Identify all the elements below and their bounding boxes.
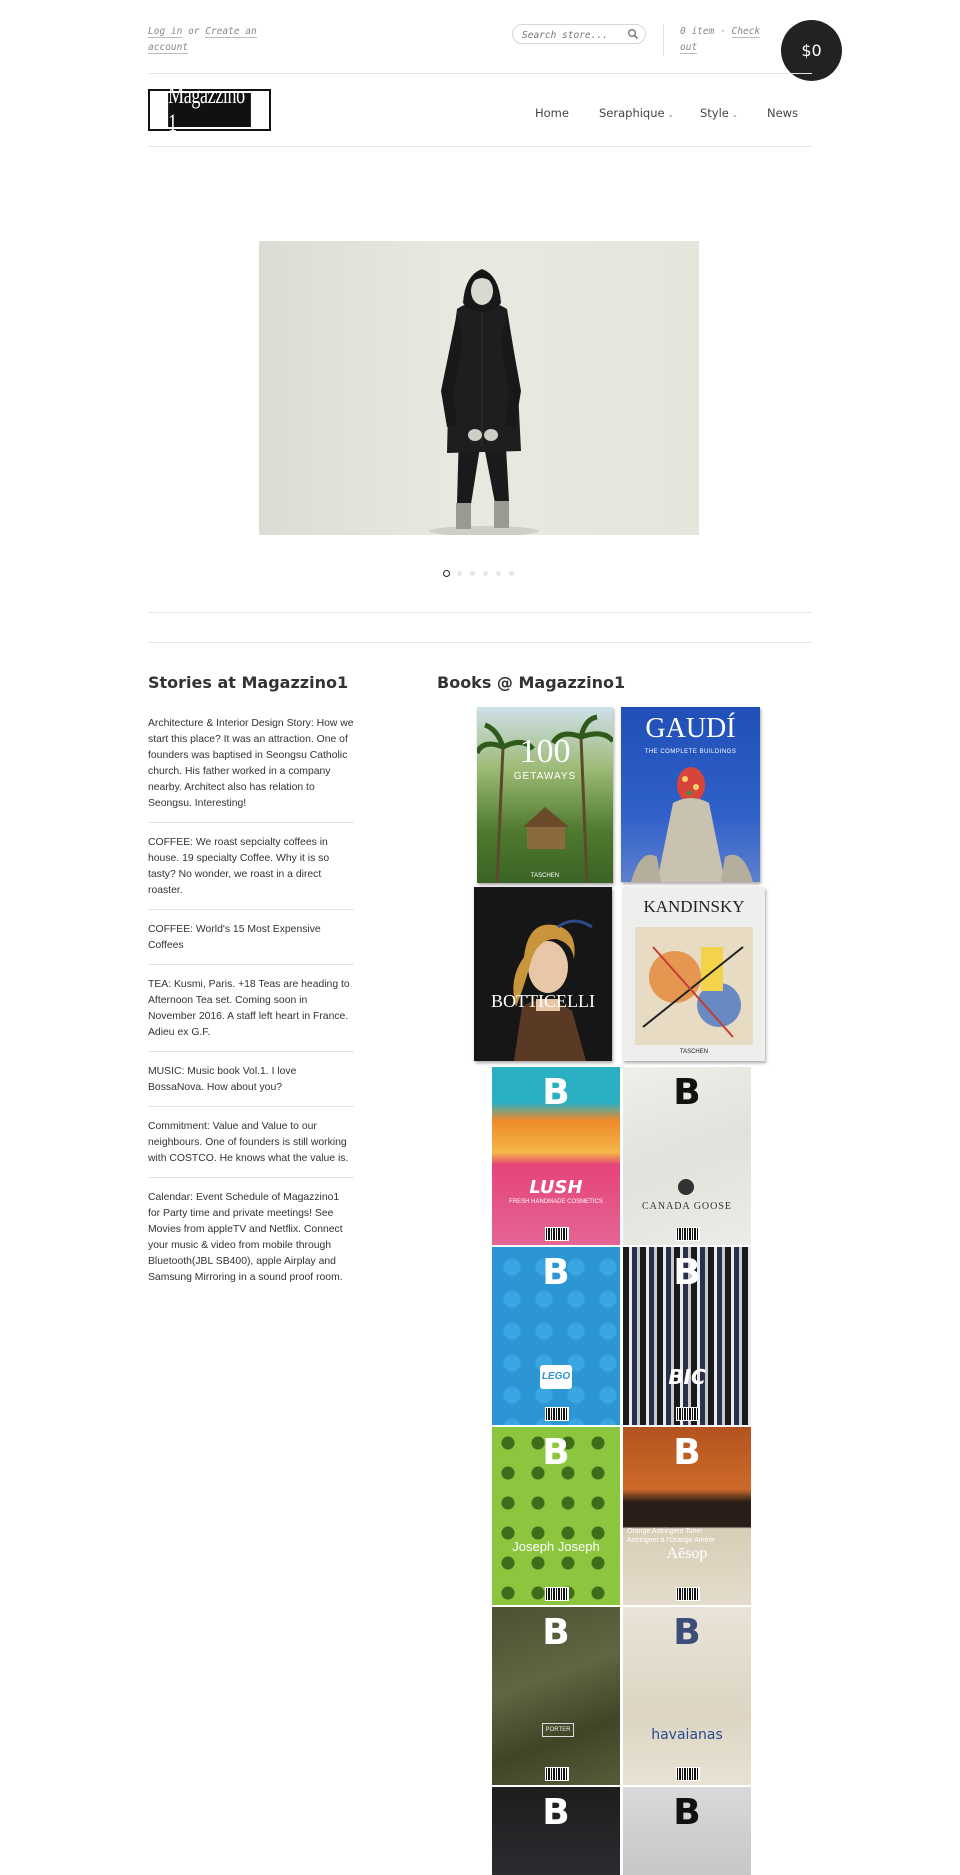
portrait-painting <box>474 887 612 1061</box>
magazine-b-aesop[interactable] <box>623 1427 751 1605</box>
barcode <box>676 1767 700 1781</box>
slide-dot-6[interactable] <box>509 571 514 576</box>
nav-news-label: News <box>767 106 799 120</box>
book-cover-botticelli[interactable] <box>474 887 612 1061</box>
magazine-brand: CANADA GOOSE <box>641 1201 733 1212</box>
section-divider <box>148 642 812 643</box>
search-icon[interactable] <box>627 28 639 40</box>
account-links <box>148 24 258 56</box>
magazine-brand: Aēsop <box>666 1545 708 1562</box>
magazine-letter: B <box>673 1792 701 1833</box>
barcode <box>676 1407 700 1421</box>
woman-in-black-photo <box>259 241 699 535</box>
magazine-brand: PORTER <box>542 1723 574 1737</box>
magazine-b-havaianas[interactable] <box>623 1607 751 1785</box>
magazine-brand: LUSH <box>529 1177 583 1198</box>
barcode <box>545 1407 569 1421</box>
magazine-tagline: FRESH HANDMADE COSMETICS <box>509 1199 603 1205</box>
story-item[interactable]: Architecture & Interior Design Story: How we start this place? It was an attraction. One of founders was baptised in Seongsu Catholic church. His father worked in a company nearby. Architect also has relation to Seongsu. Interesting! <box>148 716 354 823</box>
chevron-down-icon: ⌄ <box>731 111 738 119</box>
magazine-b-canada-goose[interactable] <box>623 1067 751 1245</box>
create-account-link[interactable]: Create an account <box>148 26 257 53</box>
book-cover-kandinsky[interactable] <box>623 887 765 1061</box>
chevron-down-icon: ⌄ <box>667 111 674 119</box>
magazine-letter: B <box>673 1432 701 1473</box>
story-item[interactable]: COFFEE: World's 15 Most Expensive Coffees <box>148 922 354 965</box>
barcode <box>676 1227 700 1241</box>
magazine-letter: B <box>673 1612 701 1653</box>
canada-goose-logo-icon <box>678 1179 694 1195</box>
magazine-b-lego[interactable] <box>492 1247 620 1425</box>
logo-text: Magazzino 1 <box>168 93 251 127</box>
story-item[interactable]: Calendar: Event Schedule of Magazzino1 for Party time and private meetings! See Movies from appleTV and Netflix. Connect your music & video from mobile through Bluetooth(JBL SB400), apple Airplay and Samsung Mirroring in a sound proof room. <box>148 1192 343 1283</box>
nav-seraphique[interactable] <box>599 106 673 120</box>
book-title: KANDINSKY <box>643 897 745 916</box>
book-title: 100 <box>519 733 571 770</box>
divider <box>663 24 664 56</box>
nav-home[interactable] <box>535 106 569 120</box>
book-cover-gaudi[interactable] <box>621 707 760 882</box>
search-box <box>512 24 646 44</box>
barcode <box>545 1587 569 1601</box>
header-divider <box>148 73 812 74</box>
magazine-letter: B <box>542 1252 570 1293</box>
book-title: GAUDÍ <box>645 713 736 744</box>
nav-divider <box>148 146 812 147</box>
magazine-letter: B <box>673 1072 701 1113</box>
logo[interactable] <box>148 82 271 137</box>
magazine-b-issue[interactable] <box>623 1787 751 1875</box>
magazine-brand: BIC <box>668 1365 706 1389</box>
magazine-brand: Joseph Joseph <box>512 1539 600 1554</box>
cart-info <box>680 24 764 56</box>
section-divider <box>148 612 812 613</box>
product-line: Astringent à l'Orange Amère <box>627 1537 715 1544</box>
magazine-b-joseph-joseph[interactable] <box>492 1427 620 1605</box>
nav-home-label: Home <box>535 106 569 120</box>
slide-dot-2[interactable] <box>457 571 462 576</box>
story-item[interactable]: Commitment: Value and Value to our neighbours. One of founders is still working with COSTCO. He knows what the value is. <box>148 1119 354 1178</box>
slide-dot-3[interactable] <box>470 571 475 576</box>
gaudi-tower-illustration <box>621 707 760 882</box>
nav-style-label: Style <box>700 106 729 120</box>
nav-style[interactable] <box>700 106 738 120</box>
magazine-b-bic[interactable] <box>623 1247 751 1425</box>
cart-item-count: 0 item <box>680 26 715 37</box>
magazine-b-porter[interactable] <box>492 1607 620 1785</box>
book-subtitle: THE COMPLETE BUILDINGS <box>644 749 737 755</box>
stories-list <box>148 716 354 1308</box>
book-cover-100-getaways[interactable] <box>477 707 613 883</box>
abstract-painting <box>623 887 765 1061</box>
barcode <box>676 1587 700 1601</box>
checkout-link[interactable]: Check out <box>680 26 761 53</box>
login-link[interactable]: Log in <box>148 26 183 37</box>
barcode <box>545 1227 569 1241</box>
story-item[interactable]: COFFEE: We roast sepcialty coffees in house. 19 specialty Coffee. Why it is so tasty? No wonder, we roast in a direct roaster. <box>148 835 354 910</box>
magazine-letter: B <box>542 1072 570 1113</box>
stories-heading: Stories at Magazzino1 <box>148 673 349 692</box>
magazine-letter: B <box>542 1612 570 1653</box>
book-publisher: TASCHEN <box>679 1049 709 1055</box>
or-text: or <box>188 26 200 37</box>
hero-slide-image[interactable] <box>259 241 699 535</box>
magazine-brand: havaianas <box>651 1727 723 1743</box>
slide-dot-4[interactable] <box>483 571 488 576</box>
magazine-b-issue[interactable] <box>492 1787 620 1875</box>
barcode <box>545 1767 569 1781</box>
product-line: Orange Astringent Toner <box>627 1528 703 1535</box>
books-heading: Books @ Magazzino1 <box>437 673 626 692</box>
nav-seraphique-label: Seraphique <box>599 106 665 120</box>
magazine-letter: B <box>542 1432 570 1473</box>
top-bar <box>148 24 812 74</box>
story-item[interactable]: MUSIC: Music book Vol.1. I love BossaNova. How about you? <box>148 1064 354 1107</box>
slide-dot-1[interactable] <box>443 570 450 577</box>
magazine-brand: LEGO <box>540 1365 572 1389</box>
separator-dot: · <box>720 26 726 37</box>
search-input[interactable] <box>513 27 626 45</box>
nav-news[interactable] <box>767 106 798 120</box>
book-publisher: TASCHEN <box>530 873 560 879</box>
book-title: BOTTICELLI <box>491 991 595 1011</box>
story-item[interactable]: TEA: Kusmi, Paris. +18 Teas are heading to Afternoon Tea set. Coming soon in November 2016. A staff left heart in France. Adieu ex G.F. <box>148 977 354 1052</box>
slide-dot-5[interactable] <box>496 571 501 576</box>
magazine-letter: B <box>542 1792 570 1833</box>
magazine-product-text <box>627 1527 715 1545</box>
book-subtitle: GETAWAYS <box>513 771 577 782</box>
magazine-letter: B <box>673 1252 701 1293</box>
cart-total-button[interactable]: $0 <box>781 20 842 81</box>
magazine-b-lush[interactable] <box>492 1067 620 1245</box>
